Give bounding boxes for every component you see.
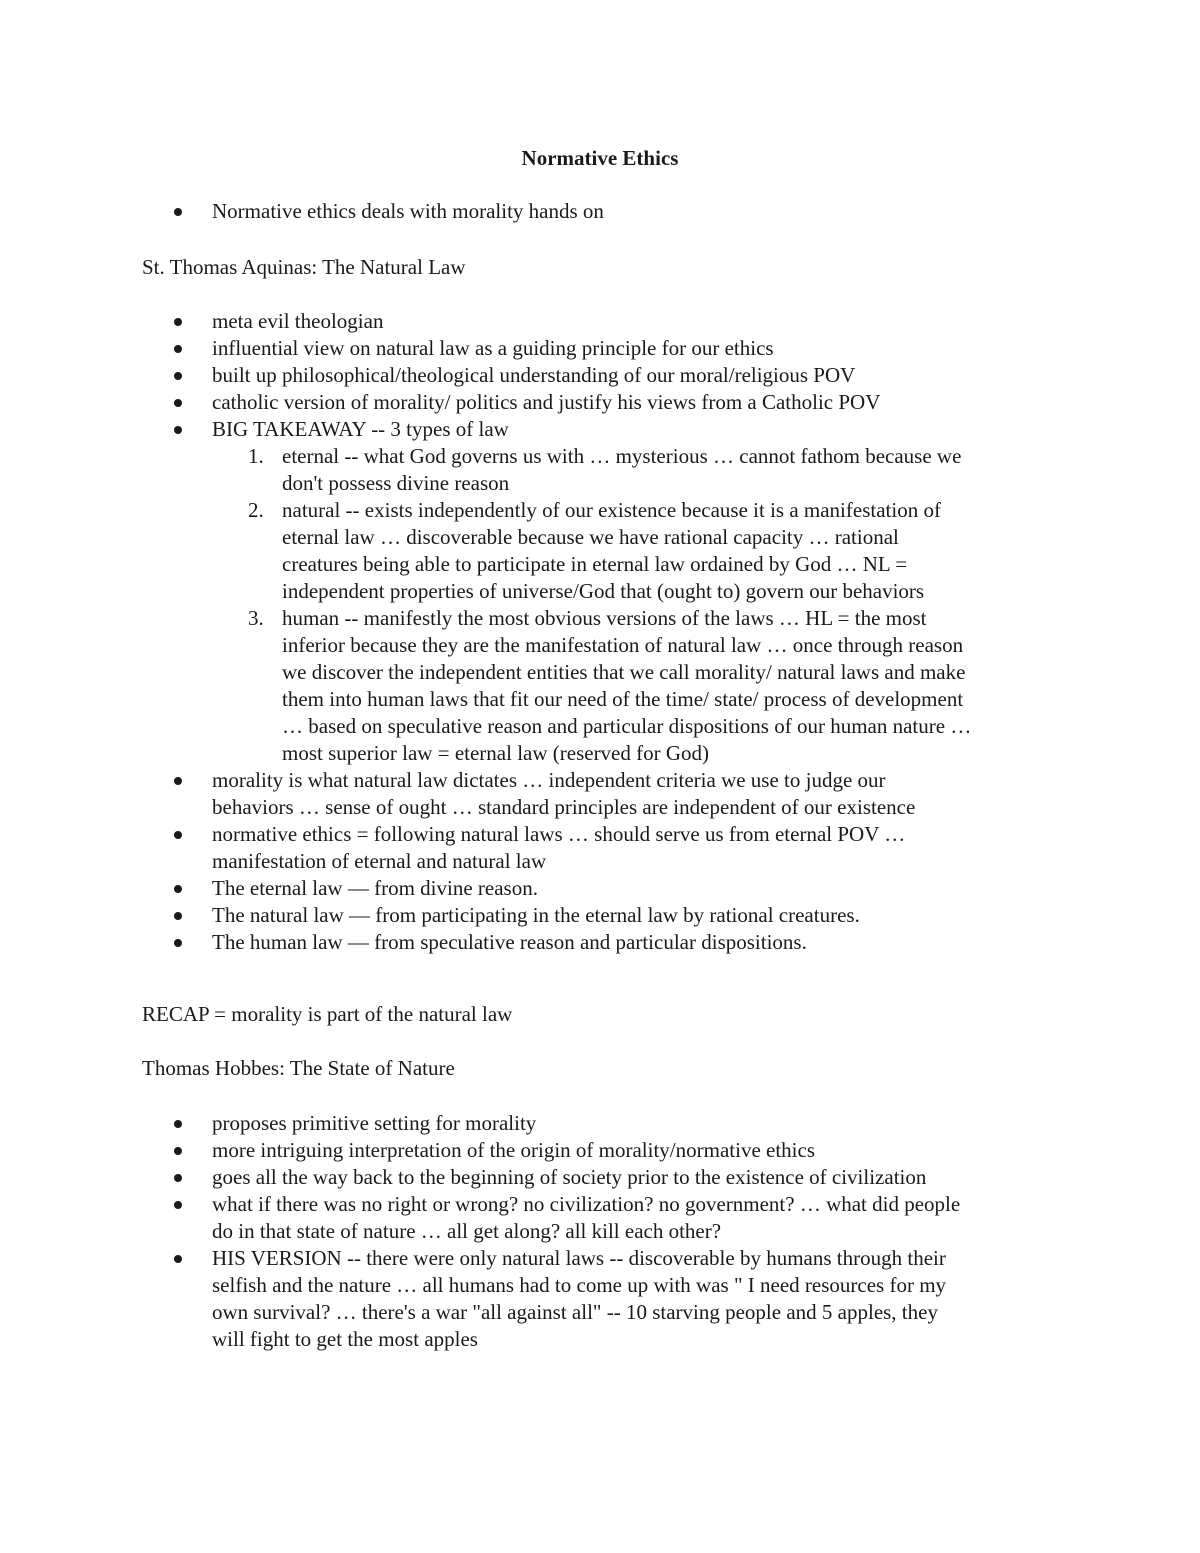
bullet-icon <box>174 1255 182 1263</box>
page-title: Normative Ethics <box>521 146 679 170</box>
bullet-text: The natural law — from participating in the eternal law by rational creatures. <box>212 903 860 927</box>
bullet-icon <box>174 399 182 407</box>
bullet-icon <box>174 777 182 785</box>
bullet-text: manifestation of eternal and natural law <box>212 849 547 873</box>
law-text-line: eternal -- what God governs us with … mysterious … cannot fathom because we <box>282 444 962 468</box>
bullet-text: morality is what natural law dictates … independent criteria we use to judge our <box>212 768 886 792</box>
law-item-eternal <box>212 443 1062 497</box>
bullet-text: The human law — from speculative reason and particular dispositions. <box>212 930 807 954</box>
list-item <box>0 767 1072 821</box>
law-item-human <box>212 605 1062 767</box>
law-text-line: human -- manifestly the most obvious versions of the laws … HL = the most <box>282 606 927 630</box>
list-number: 2. <box>248 498 264 522</box>
aquinas-bullet-list <box>0 308 1072 956</box>
list-item <box>0 929 1072 956</box>
bullet-text: what if there was no right or wrong? no civilization? no government? … what did people <box>212 1192 961 1216</box>
list-item <box>0 308 1072 335</box>
section-heading-aquinas: St. Thomas Aquinas: The Natural Law <box>142 255 466 279</box>
bullet-icon <box>174 345 182 353</box>
list-number: 1. <box>248 444 264 468</box>
list-item <box>0 1245 1072 1353</box>
bullet-icon <box>174 426 182 434</box>
bullet-icon <box>174 1147 182 1155</box>
list-number: 3. <box>248 606 264 630</box>
bullet-text: more intriguing interpretation of the origin of morality/normative ethics <box>212 1138 816 1162</box>
bullet-icon <box>174 208 182 216</box>
section-heading-hobbes: Thomas Hobbes: The State of Nature <box>142 1056 455 1080</box>
list-item <box>0 1164 1072 1191</box>
law-text-line: inferior because they are the manifestation of natural law … once through reason <box>282 633 964 657</box>
bullet-text: HIS VERSION -- there were only natural laws -- discoverable by humans through their <box>212 1246 946 1270</box>
list-item <box>0 821 1072 875</box>
law-text-line: natural -- exists independently of our existence because it is a manifestation of <box>282 498 941 522</box>
bullet-icon <box>174 1174 182 1182</box>
law-item-natural <box>212 497 1062 605</box>
list-item <box>0 902 1072 929</box>
bullet-text: own survival? … there's a war "all against all" -- 10 starving people and 5 apples, they <box>212 1300 938 1324</box>
list-item <box>0 1191 1072 1245</box>
bullet-text: do in that state of nature … all get along? all kill each other? <box>212 1219 722 1243</box>
intro-bullet-list <box>0 198 1072 225</box>
bullet-text: proposes primitive setting for morality <box>212 1111 537 1135</box>
law-text-line: … based on speculative reason and particular dispositions of our human nature … <box>282 714 972 738</box>
bullet-text: normative ethics = following natural laws … should serve us from eternal POV … <box>212 822 906 846</box>
bullet-icon <box>174 912 182 920</box>
bullet-icon <box>174 939 182 947</box>
bullet-text: behaviors … sense of ought … standard principles are independent of our existence <box>212 795 916 819</box>
bullet-icon <box>174 885 182 893</box>
bullet-text: catholic version of morality/ politics and justify his views from a Catholic POV <box>212 390 881 414</box>
bullet-text: built up philosophical/theological understanding of our moral/religious POV <box>212 363 856 387</box>
law-text-line: we discover the independent entities that we call morality/ natural laws and make <box>282 660 966 684</box>
law-text-line: them into human laws that fit our need of the time/ state/ process of development <box>282 687 964 711</box>
bullet-text: BIG TAKEAWAY -- 3 types of law <box>212 417 509 441</box>
hobbes-bullet-list <box>0 1110 1072 1353</box>
bullet-text: influential view on natural law as a guiding principle for our ethics <box>212 336 774 360</box>
list-item <box>0 335 1072 362</box>
list-item <box>0 1137 1072 1164</box>
law-text-line: independent properties of universe/God that (ought to) govern our behaviors <box>282 579 925 603</box>
bullet-text: selfish and the nature … all humans had to come up with was " I need resources for my <box>212 1273 947 1297</box>
bullet-icon <box>174 318 182 326</box>
law-types-list <box>212 443 1072 767</box>
list-item <box>0 389 1072 416</box>
law-text-line: creatures being able to participate in eternal law ordained by God … NL = <box>282 552 908 576</box>
bullet-icon <box>174 372 182 380</box>
bullet-icon <box>174 1120 182 1128</box>
list-item <box>0 362 1072 389</box>
bullet-text: The eternal law — from divine reason. <box>212 876 538 900</box>
bullet-text: goes all the way back to the beginning of society prior to the existence of civilization <box>212 1165 927 1189</box>
bullet-text: meta evil theologian <box>212 309 384 333</box>
recap-line: RECAP = morality is part of the natural law <box>142 1002 513 1026</box>
list-item <box>0 416 1072 767</box>
list-item <box>0 198 1072 225</box>
list-item <box>0 875 1072 902</box>
bullet-icon <box>174 831 182 839</box>
bullet-text: Normative ethics deals with morality hands on <box>212 199 604 223</box>
law-text-line: don't possess divine reason <box>282 471 510 495</box>
law-text-line: eternal law … discoverable because we have rational capacity … rational <box>282 525 899 549</box>
bullet-icon <box>174 1201 182 1209</box>
list-item <box>0 1110 1072 1137</box>
bullet-text: will fight to get the most apples <box>212 1327 478 1351</box>
law-text-line: most superior law = eternal law (reserved for God) <box>282 741 710 765</box>
